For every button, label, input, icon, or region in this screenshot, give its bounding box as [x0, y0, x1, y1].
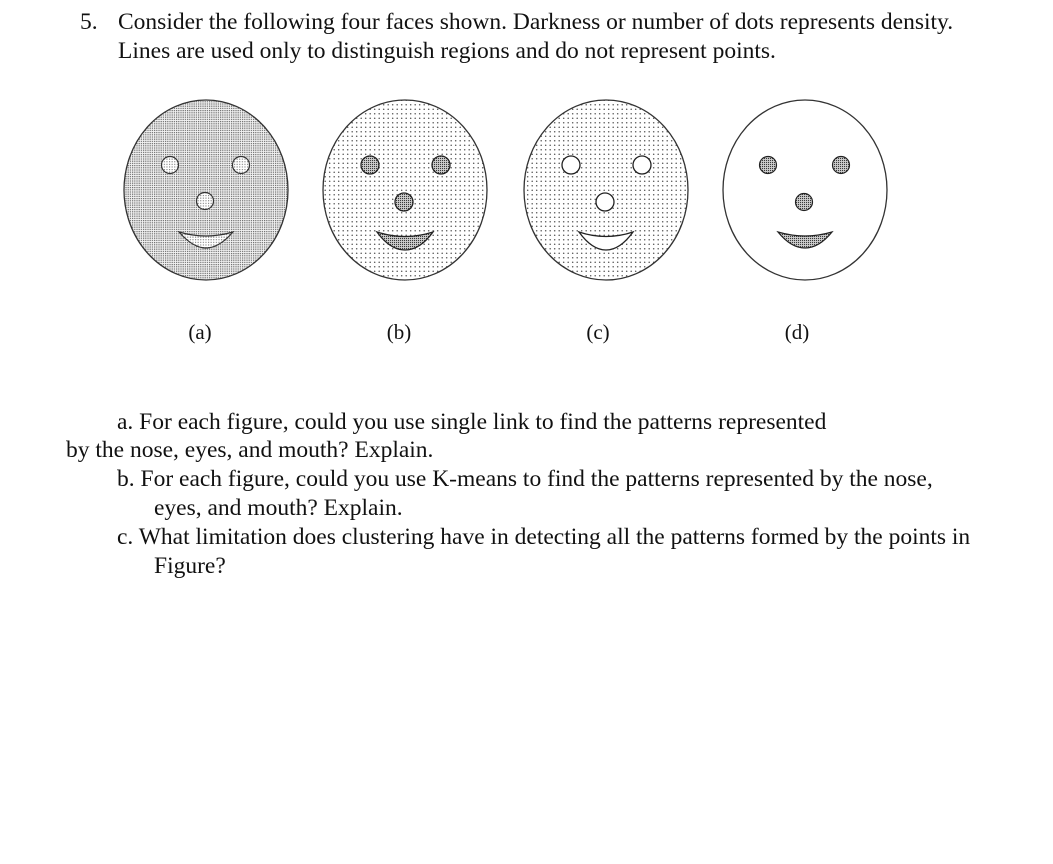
face-b-nose [395, 193, 413, 211]
face-d-label: (d) [784, 320, 810, 344]
face-b-right-eye [432, 156, 450, 174]
face-c-head [524, 100, 688, 280]
face-a-nose [197, 193, 214, 210]
question-text-line-1: Consider the following four faces shown. Darkness or number of dots represents density. [118, 9, 954, 35]
face-b-head [323, 100, 487, 280]
face-d [723, 100, 887, 280]
face-a-right-eye [233, 157, 250, 174]
subquestion-b-line-1: b. For each figure, could you use K-means to find the patterns represented by the nose, [117, 466, 933, 492]
face-c [524, 100, 688, 280]
subquestion-c-line-1: c. What limitation does clustering have in detecting all the patterns formed by the points in [117, 524, 971, 550]
face-d-right-eye [833, 157, 850, 174]
subquestion-a-line-2: by the nose, eyes, and mouth? Explain. [66, 437, 434, 463]
face-c-left-eye [562, 156, 580, 174]
face-a [124, 100, 288, 280]
face-a-left-eye [162, 157, 179, 174]
face-b-label: (b) [386, 320, 412, 344]
face-b-left-eye [361, 156, 379, 174]
face-c-right-eye [633, 156, 651, 174]
face-a-head [124, 100, 288, 280]
face-d-head [723, 100, 887, 280]
face-d-left-eye [760, 157, 777, 174]
question-text-line-2: Lines are used only to distinguish regions and do not represent points. [118, 38, 776, 64]
subquestion-c-line-2: Figure? [154, 553, 226, 579]
face-a-label: (a) [188, 320, 212, 344]
face-d-nose [796, 194, 813, 211]
face-c-label: (c) [586, 320, 610, 344]
subquestion-b-line-2: eyes, and mouth? Explain. [154, 495, 403, 521]
face-b [323, 100, 487, 280]
question-number: 5. [80, 9, 98, 35]
subquestion-a-line-1: a. For each figure, could you use single link to find the patterns represented [117, 409, 827, 435]
face-c-nose [596, 193, 614, 211]
